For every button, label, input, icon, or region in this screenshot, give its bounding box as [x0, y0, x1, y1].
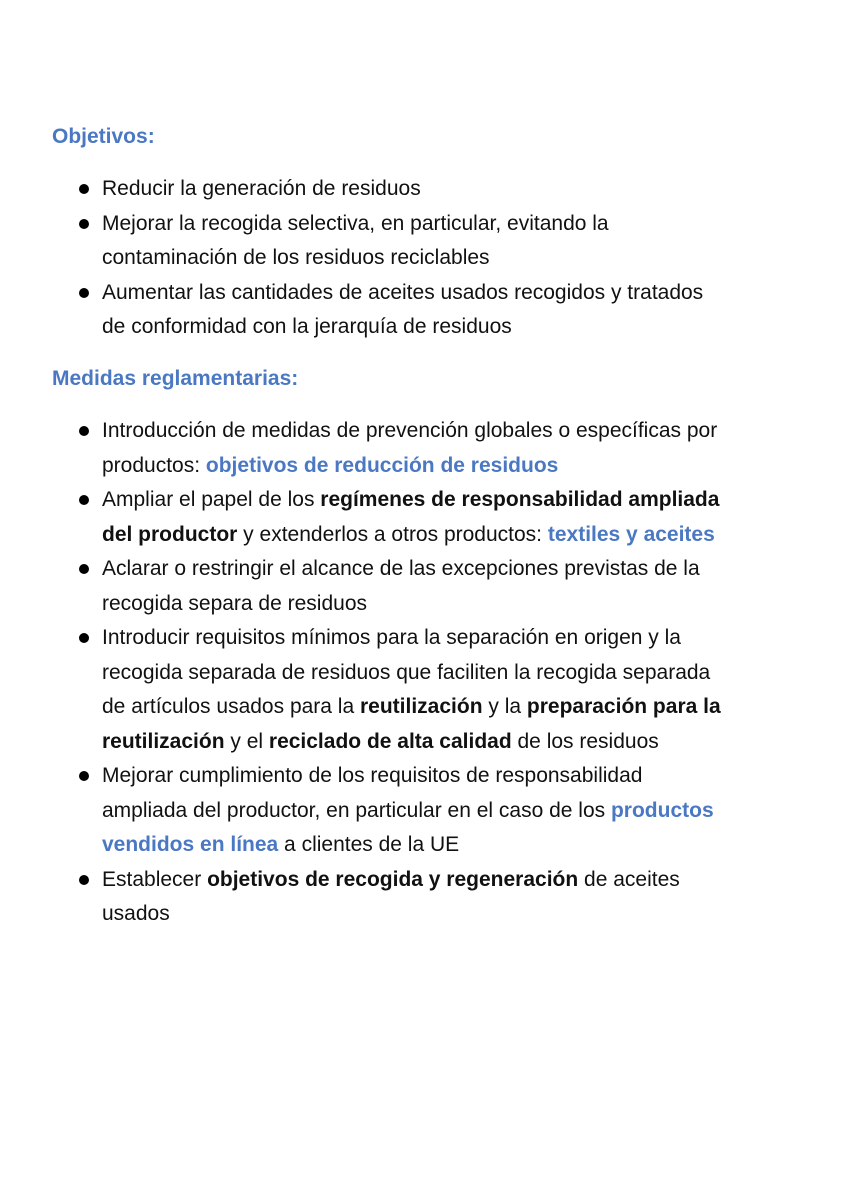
text-line: del productor y extenderlos a otros productos: textiles y aceites [102, 522, 715, 546]
bold-text: reutilización [102, 729, 225, 753]
text-line: Aumentar las cantidades de aceites usados recogidos y tratados [102, 280, 704, 304]
list-item [0, 552, 848, 621]
bullet-icon [79, 426, 89, 436]
text-line: Mejorar cumplimiento de los requisitos de responsabilidad [102, 764, 643, 787]
text-line: Ampliar el papel de los regímenes de responsabilidad ampliada [102, 488, 720, 511]
text-line: recogida separa de residuos [102, 591, 368, 615]
text-line: Introducción de medidas de prevención globales o específicas por [102, 419, 718, 442]
text-line: reutilización y el reciclado de alta calidad de los residuos [102, 729, 659, 753]
bullet-icon [79, 633, 89, 643]
text-line: recogida separada de residuos que faciliten la recogida separada [102, 660, 711, 684]
bullet-icon [79, 771, 89, 781]
highlight-text: textiles y aceites [547, 522, 715, 546]
text-line: de conformidad con la jerarquía de residuos [102, 315, 512, 338]
bullet-icon [79, 875, 89, 885]
highlight-text: vendidos en línea [102, 833, 279, 856]
heading-medidas: Medidas reglamentarias: [52, 367, 299, 390]
text-line: Reducir la generación de residuos [102, 177, 421, 200]
highlight-text: objetivos de reducción de residuos [205, 453, 559, 477]
list-item [0, 483, 848, 552]
bold-text: preparación para la [526, 695, 721, 718]
bullet-icon [79, 564, 89, 574]
bold-text: reutilización [360, 695, 483, 718]
bullet-icon [79, 495, 89, 505]
highlight-text: productos [610, 798, 714, 822]
heading-objetivos: Objetivos: [52, 125, 155, 148]
list-objetivos [0, 172, 848, 345]
list-item [0, 276, 848, 345]
text-line: ampliada del productor, en particular en el caso de los productos [102, 798, 714, 822]
text-line: de artículos usados para la reutilización y la preparación para la [102, 695, 721, 718]
bullet-icon [79, 288, 89, 298]
list-item [0, 759, 848, 863]
bullet-icon [79, 184, 89, 194]
list-item [0, 172, 848, 207]
text-line: productos: objetivos de reducción de residuos [102, 453, 559, 477]
bullet-icon [79, 219, 89, 229]
list-medidas [0, 414, 848, 932]
text-line: Aclarar o restringir el alcance de las excepciones previstas de la [102, 557, 700, 580]
text-line: Mejorar la recogida selectiva, en particular, evitando la [102, 211, 609, 235]
list-item [0, 207, 848, 276]
text-line: usados [102, 902, 170, 925]
text-line: contaminación de los residuos reciclables [102, 246, 490, 269]
bold-text: reciclado de alta calidad [268, 729, 512, 753]
bold-text: regímenes de responsabilidad ampliada [320, 488, 720, 511]
list-item [0, 414, 848, 483]
bold-text: del productor [102, 522, 238, 546]
text-line: vendidos en línea a clientes de la UE [102, 833, 460, 856]
bold-text: objetivos de recogida y regeneración [207, 867, 579, 891]
text-line: Introducir requisitos mínimos para la separación en origen y la [102, 626, 681, 649]
text-line: Establecer objetivos de recogida y regeneración de aceites [102, 867, 680, 891]
list-item [0, 621, 848, 759]
list-item [0, 863, 848, 932]
